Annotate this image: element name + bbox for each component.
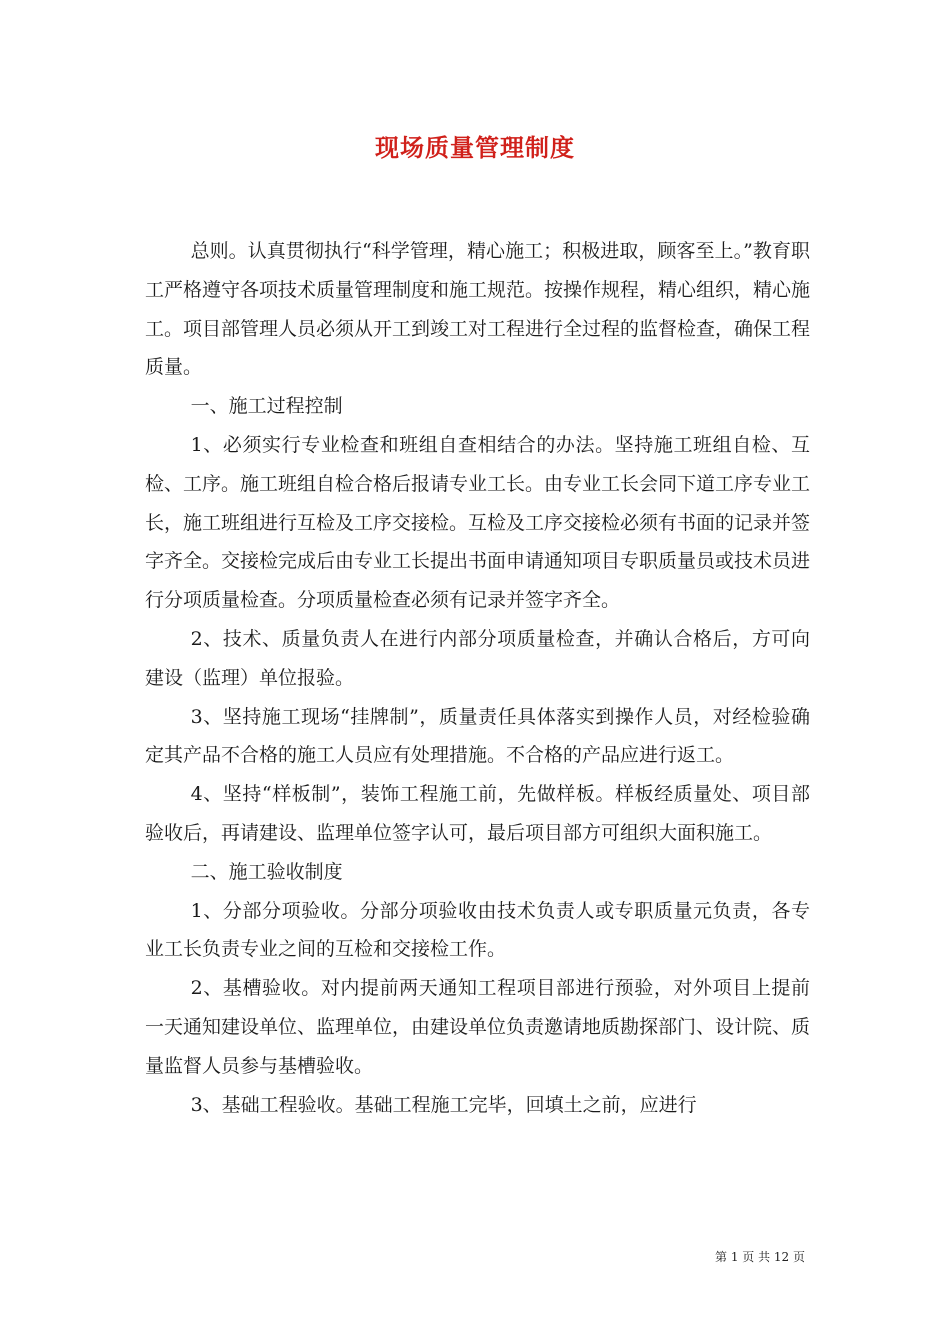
document-title: 现场质量管理制度 — [375, 133, 575, 162]
paragraph-2-3: 3、基础工程验收。基础工程施工完毕，回填土之前，应进行 — [190, 1093, 697, 1116]
paragraph-1-4: 4、坚持“样板制”，装饰工程施工前，先做样板。样板经质量处、项目部验收后，再请建设、监理单位签字认可，最后项目部方可组织大面积施工。 — [145, 783, 810, 844]
paragraph-1-3: 3、坚持施工现场“挂牌制”，质量责任具体落实到操作人员，对经检验确定其产品不合格的施工人员应有处理措施。不合格的产品应进行返工。 — [145, 705, 810, 767]
paragraph-2-1: 1、分部分项验收。分部分项验收由技术负责人或专职质量元负责，各专业工长负责专业之间的互检和交接检工作。 — [145, 899, 810, 961]
page-number: 第 1 页 共 12 页 — [715, 1250, 805, 1264]
paragraph-1-2: 2、技术、质量负责人在进行内部分项质量检查，并确认合格后，方可向建设（监理）单位报验。 — [145, 627, 810, 689]
paragraph-1-1: 1、必须实行专业检查和班组自查相结合的办法。坚持施工班组自检、互检、工序。施工班组自检合格后报请专业工长。由专业工长会同下道工序专业工长，施工班组进行互检及工序交接检。互检及工序交接检必须有书面的记录并签字齐全。交接检完成后由专业工长提出书面申请通知项目专职质量员或技术员进行分项质量检查。分项质量检查必须有记录并签字齐全。 — [145, 433, 811, 612]
document-body — [145, 232, 810, 1124]
paragraph-2-2: 2、基槽验收。对内提前两天通知工程项目部进行预验，对外项目上提前一天通知建设单位、监理单位，由建设单位负责邀请地质勘探部门、设计院、质量监督人员参与基槽验收。 — [145, 977, 811, 1077]
paragraph-general: 总则。认真贯彻执行“科学管理，精心施工；积极进取，顾客至上。”教育职工严格遵守各项技术质量管理制度和施工规范。按操作规程，精心组织，精心施工。项目部管理人员必须从开工到竣工对工程进行全过程的监督检查，确保工程质量。 — [145, 240, 811, 379]
section-heading-1: 一、施工过程控制 — [190, 395, 343, 418]
section-heading-2: 二、施工验收制度 — [190, 860, 343, 883]
